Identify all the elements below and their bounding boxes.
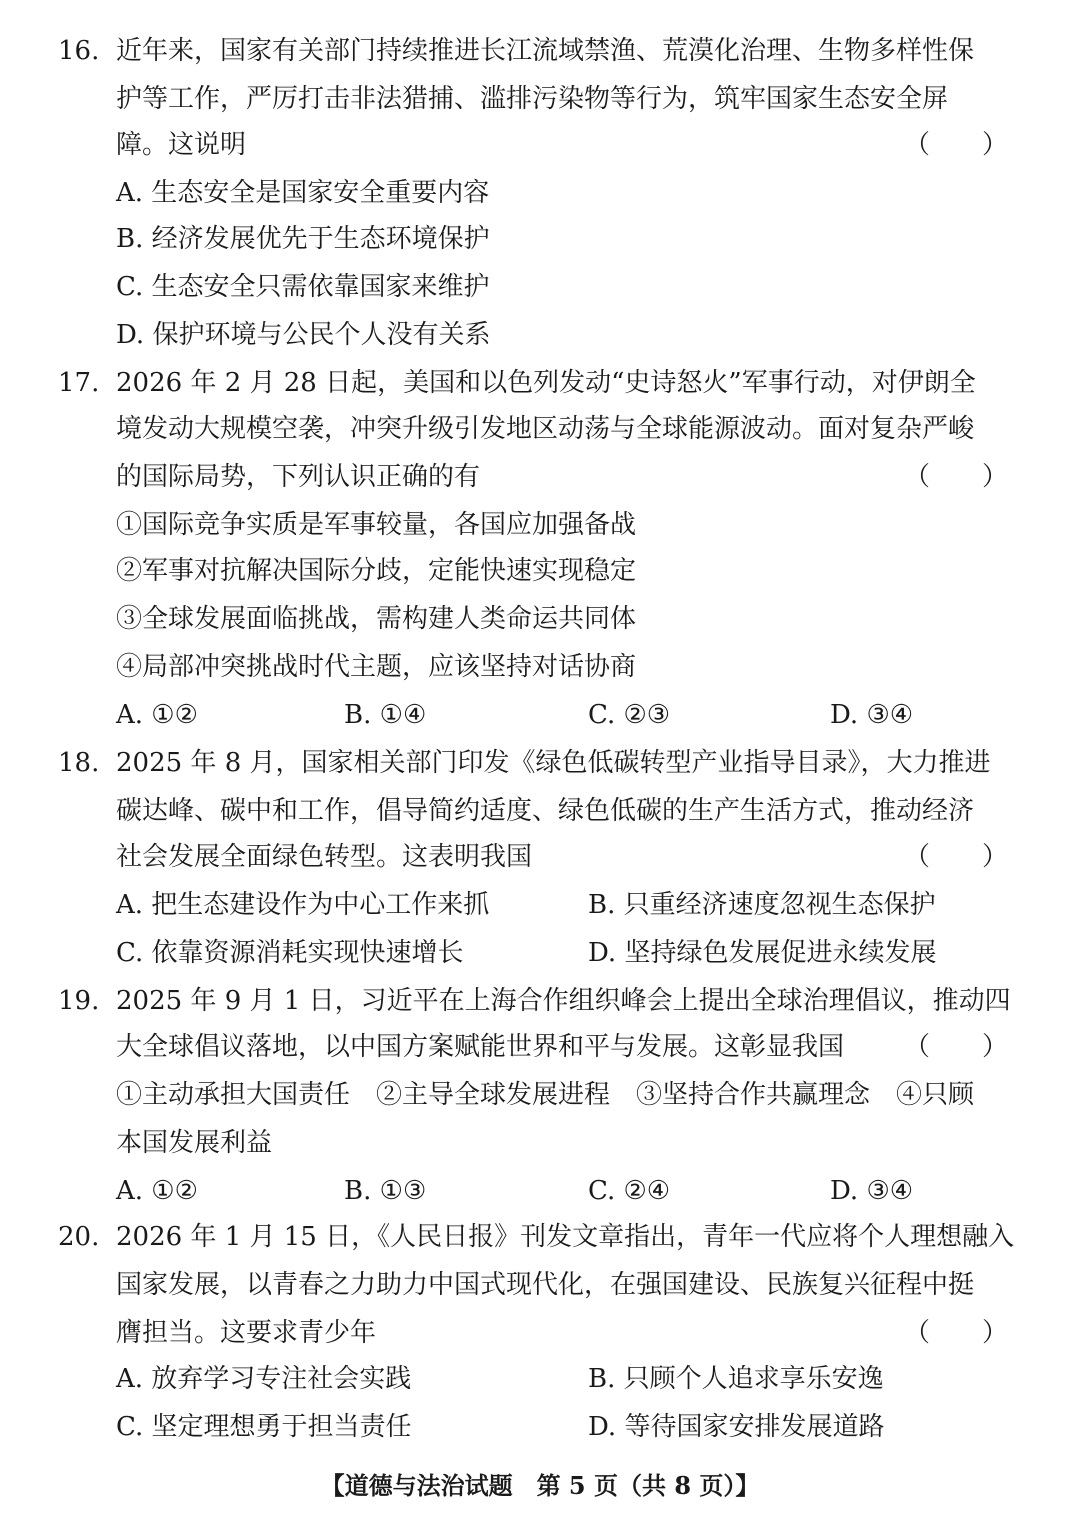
question-stem-line: 2026 年 1 月 15 日，《人民日报》刊发文章指出，青年一代应将个人理想融入: [116, 1222, 1015, 1252]
option-c: C. 依靠资源消耗实现快速增长: [116, 938, 464, 968]
question-number: 17.: [58, 368, 100, 398]
question-number: 20.: [58, 1222, 100, 1252]
option-b: B. 只顾个人追求享乐安逸: [588, 1364, 884, 1394]
answer-blank: （ ）: [903, 130, 1008, 160]
option-c: C. 坚定理想勇于担当责任: [116, 1412, 412, 1442]
question-stem-line: 护等工作，严厉打击非法猎捕、滥排污染物等行为，筑牢国家生态安全屏: [116, 84, 949, 114]
option-a: A. 放弃学习专注社会实践: [116, 1364, 412, 1394]
answer-blank: （ ）: [903, 842, 1008, 872]
question-stem-line: 大全球倡议落地，以中国方案赋能世界和平与发展。这彰显我国: [116, 1032, 845, 1062]
question-stem-line: 国家发展，以青春之力助力中国式现代化，在强国建设、民族复兴征程中挺: [116, 1270, 975, 1300]
option-a: A. 生态安全是国家安全重要内容: [116, 178, 490, 208]
question-stem-line: 境发动大规模空袭，冲突升级引发地区动荡与全球能源波动。面对复杂严峻: [116, 414, 975, 444]
option-b: B. ①④: [344, 700, 427, 730]
answer-blank: （ ）: [903, 462, 1008, 492]
option-b: B. ①③: [344, 1176, 427, 1206]
page-footer: 【道德与法治试题 第 5 页（共 8 页）】: [320, 1471, 760, 1500]
question-stem-line: 2026 年 2 月 28 日起，美国和以色列发动“史诗怒火”军事行动，对伊朗全: [116, 368, 976, 398]
option-d: D. 坚持绿色发展促进永续发展: [588, 938, 937, 968]
option-d: D. ③④: [830, 700, 914, 730]
statement-item: ①国际竞争实质是军事较量，各国应加强备战: [116, 510, 637, 540]
statement-item: ③全球发展面临挑战，需构建人类命运共同体: [116, 604, 637, 634]
option-d: D. 保护环境与公民个人没有关系: [116, 320, 491, 350]
question-stem-line: 膺担当。这要求青少年: [116, 1318, 377, 1348]
option-d: D. ③④: [830, 1176, 914, 1206]
question-number: 16.: [58, 36, 100, 66]
option-d: D. 等待国家安排发展道路: [588, 1412, 885, 1442]
statement-items: 本国发展利益: [116, 1128, 273, 1158]
statement-item: ②军事对抗解决国际分歧，定能快速实现稳定: [116, 556, 637, 586]
option-b: B. 只重经济速度忽视生态保护: [588, 890, 936, 920]
answer-blank: （ ）: [903, 1032, 1008, 1062]
question-stem-line: 近年来，国家有关部门持续推进长江流域禁渔、荒漠化治理、生物多样性保: [116, 36, 975, 66]
option-b: B. 经济发展优先于生态环境保护: [116, 224, 490, 254]
question-stem-line: 障。这说明: [116, 130, 247, 160]
option-c: C. ②④: [588, 1176, 671, 1206]
option-a: A. ①②: [116, 1176, 198, 1206]
question-number: 19.: [58, 986, 100, 1016]
question-stem-line: 社会发展全面绿色转型。这表明我国: [116, 842, 533, 872]
question-stem-line: 碳达峰、碳中和工作，倡导简约适度、绿色低碳的生产生活方式，推动经济: [116, 796, 975, 826]
statement-item: ④局部冲突挑战时代主题，应该坚持对话协商: [116, 652, 637, 682]
question-stem-line: 2025 年 9 月 1 日，习近平在上海合作组织峰会上提出全球治理倡议，推动四: [116, 986, 1011, 1016]
question-stem-line: 的国际局势，下列认识正确的有: [116, 462, 481, 492]
answer-blank: （ ）: [903, 1318, 1008, 1348]
option-a: A. 把生态建设作为中心工作来抓: [116, 890, 490, 920]
question-stem-line: 2025 年 8 月，国家相关部门印发《绿色低碳转型产业指导目录》，大力推进: [116, 748, 991, 778]
option-a: A. ①②: [116, 700, 198, 730]
option-c: C. 生态安全只需依靠国家来维护: [116, 272, 490, 302]
statement-items: ①主动承担大国责任 ②主导全球发展进程 ③坚持合作共赢理念 ④只顾: [116, 1080, 975, 1110]
question-number: 18.: [58, 748, 100, 778]
option-c: C. ②③: [588, 700, 671, 730]
